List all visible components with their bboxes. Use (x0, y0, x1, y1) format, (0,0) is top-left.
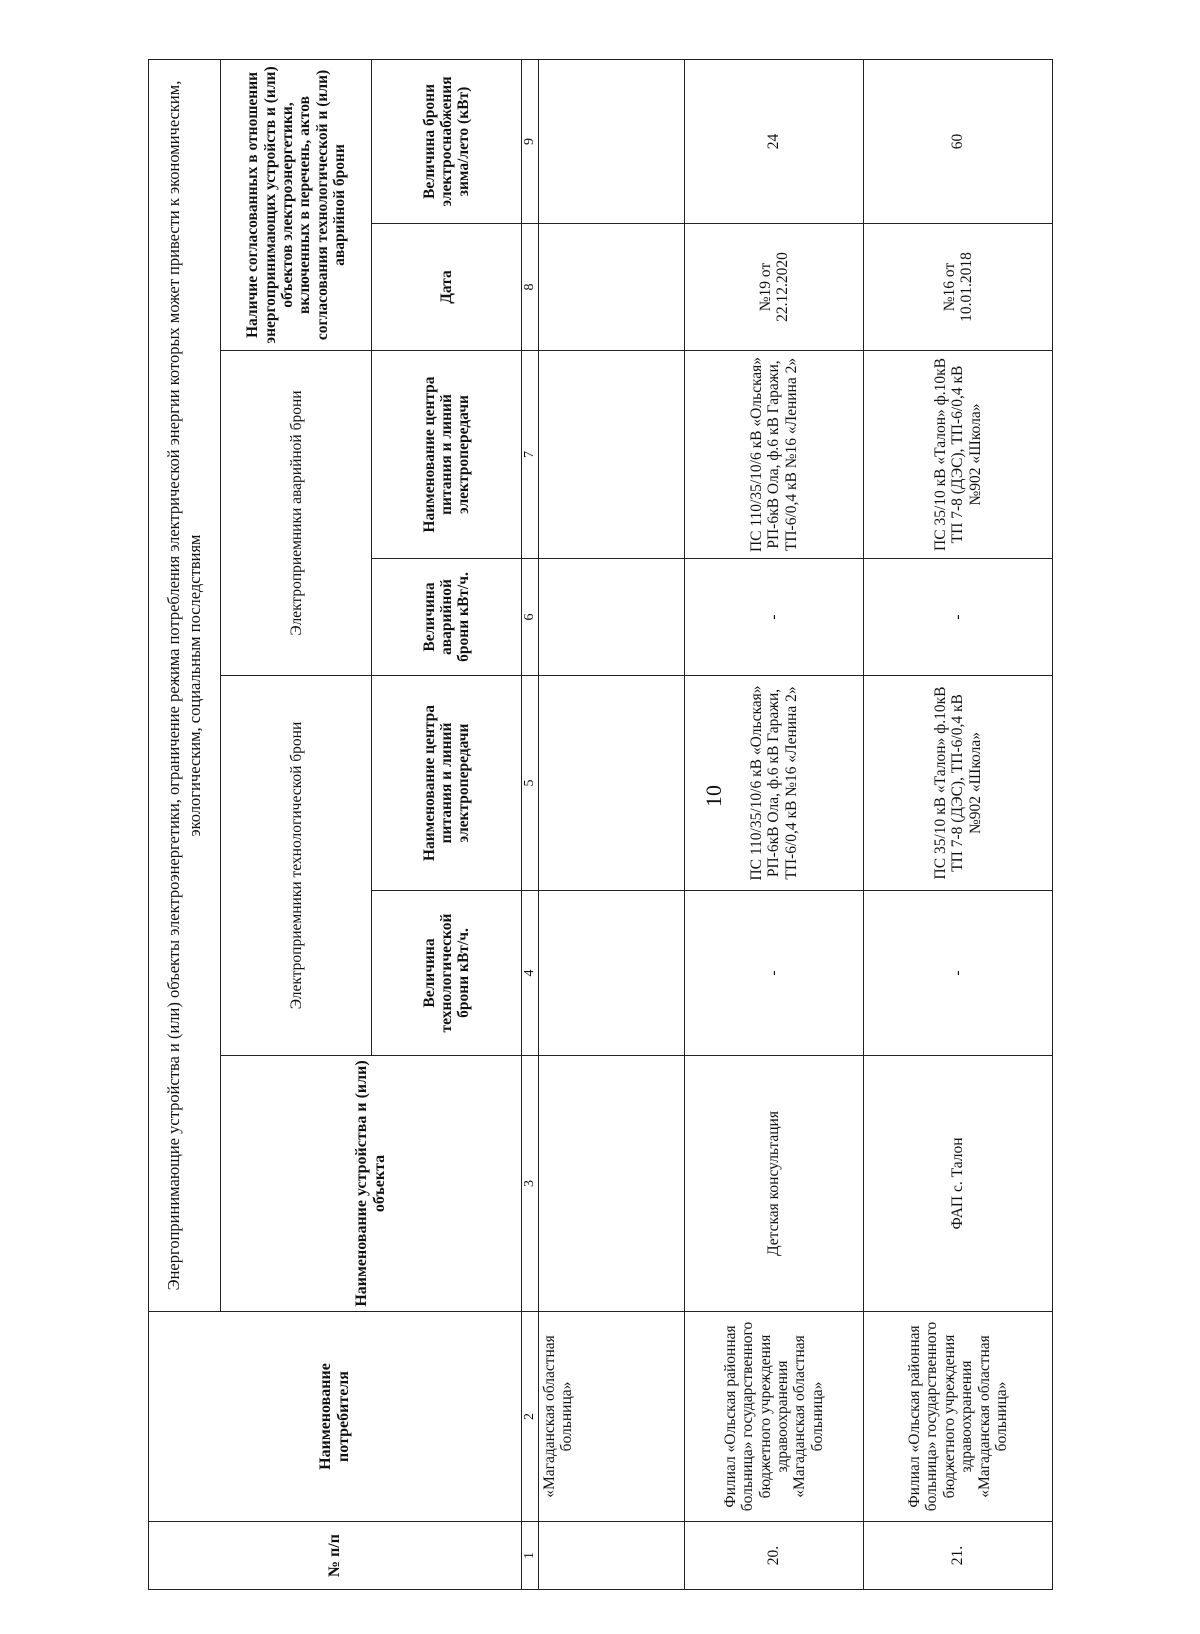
header-group-title: Энергопринимающие устройства и (или) объекты электроэнергетики, ограничение режима потребления электрической энергии которых может привести к экономическим, экологическим, социальным последствиям (149, 59, 221, 1311)
tech-reserve-value (539, 891, 685, 1056)
column-number: 5 (522, 676, 539, 891)
object-name (539, 1056, 685, 1312)
column-number: 1 (522, 1522, 539, 1590)
header-row-group (149, 59, 221, 1589)
consumer-name: Филиал «Ольская районная больница» государственного бюджетного учреждения здравоохранения «Магаданская областная больница» (684, 1312, 863, 1522)
column-number: 9 (522, 59, 539, 223)
tech-power-center: ПС 110/35/10/6 кВ «Ольская» РП-6кВ Ола, ф.6 кВ Гаражи, ТП-6/0,4 кВ №16 «Ленина 2» (684, 676, 863, 891)
header-col-emerg-value: Величина аварийной брони кВт/ч. (372, 559, 522, 676)
emerg-power-center: ПС 110/35/10/6 кВ «Ольская» РП-6кВ Ола, ф.6 кВ Гаражи, ТП-6/0,4 кВ №16 «Ленина 2» (684, 351, 863, 559)
row-number: 20. (684, 1522, 863, 1590)
consumer-name: Филиал «Ольская районная больница» государственного бюджетного учреждения здравоохранения «Магаданская областная больница» (864, 1312, 1053, 1522)
rotated-table-wrapper (148, 60, 1053, 1590)
consumer-name: «Магаданская областная больница» (539, 1312, 685, 1522)
column-number: 3 (522, 1056, 539, 1312)
column-number: 7 (522, 351, 539, 559)
header-acts-group: Наличие согласованных в отношении энергопринимающих устройств и (или) объектов электроэнергетики, включенных в перечень, актов согласования технологической и (или) аварийной брони (221, 59, 372, 350)
tech-reserve-value: - (684, 891, 863, 1056)
emerg-power-center: ПС 35/10 кВ «Талон» ф.10кВ ТП 7-8 (ДЭС), ТП-6/0,4 кВ №902 «Школа» (864, 351, 1053, 559)
header-col-object: Наименование устройства и (или) объекта (221, 1056, 522, 1312)
header-col-number: № п/п (149, 1522, 522, 1590)
row-number: 21. (864, 1522, 1053, 1590)
header-col-reserve: Величина брони электроснабжения зима/лето (кВт) (372, 59, 522, 223)
column-number: 4 (522, 891, 539, 1056)
tech-power-center (539, 676, 685, 891)
emerg-reserve-value (539, 559, 685, 676)
energy-reserve-table (148, 59, 1053, 1590)
tech-power-center: ПС 35/10 кВ «Талон» ф.10кВ ТП 7-8 (ДЭС), ТП-6/0,4 кВ №902 «Школа» (864, 676, 1053, 891)
header-col-tech-value: Величина технологической брони кВт/ч. (372, 891, 522, 1056)
header-col-tech-center: Наименование центра питания и линий электропередачи (372, 676, 522, 891)
act-date: №19 от 22.12.2020 (684, 224, 863, 351)
column-number: 2 (522, 1312, 539, 1522)
header-emerg-group: Электроприемники аварийной брони (221, 351, 372, 676)
column-number: 6 (522, 559, 539, 676)
header-col-date: Дата (372, 224, 522, 351)
emerg-power-center (539, 351, 685, 559)
row-number (539, 1522, 685, 1590)
column-number: 8 (522, 224, 539, 351)
header-col-emerg-center: Наименование центра питания и линий электропередачи (372, 351, 522, 559)
table-row (864, 59, 1053, 1589)
table-row (539, 59, 685, 1589)
tech-reserve-value: - (864, 891, 1053, 1056)
emerg-reserve-value: - (684, 559, 863, 676)
reserve-value: 24 (684, 59, 863, 223)
object-name: Детская консультация (684, 1056, 863, 1312)
column-number-row (522, 59, 539, 1589)
header-tech-group: Электроприемники технологической брони (221, 676, 372, 1056)
act-date: №16 от 10.01.2018 (864, 224, 1053, 351)
object-name: ФАП с. Талон (864, 1056, 1053, 1312)
header-col-consumer: Наименование потребителя (149, 1312, 522, 1522)
emerg-reserve-value: - (864, 559, 1053, 676)
page-number: 10 (701, 785, 726, 807)
reserve-value: 60 (864, 59, 1053, 223)
act-date (539, 224, 685, 351)
table-row (684, 59, 863, 1589)
reserve-value (539, 59, 685, 223)
